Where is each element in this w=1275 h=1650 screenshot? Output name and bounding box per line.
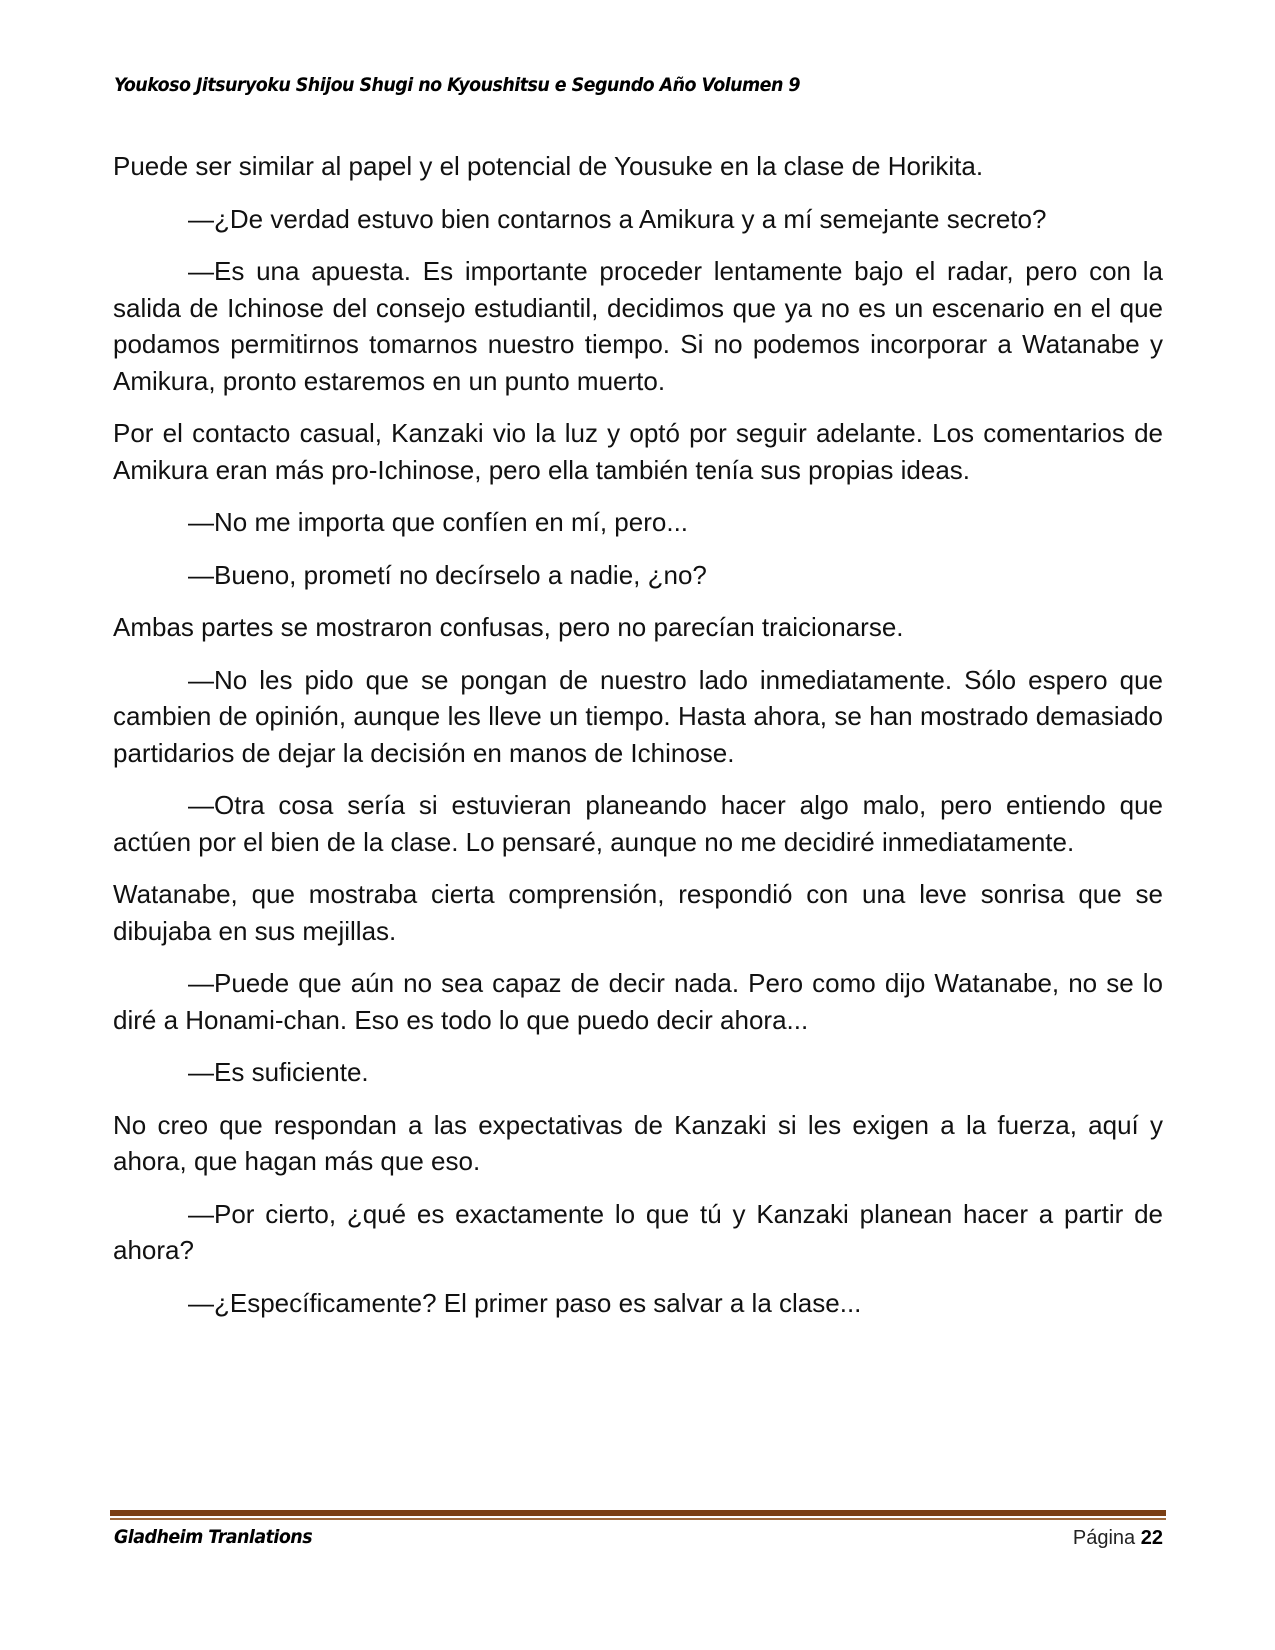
page-number xyxy=(1073,1527,1163,1550)
paragraph-dialogue: —¿Específicamente? El primer paso es salvar a la clase... xyxy=(188,1287,862,1318)
paragraph-dialogue: —Es una apuesta. Es importante proceder lentamente bajo el radar, pero con la salida de Ichinose del consejo estudiantil, decidimos que ya no es un escenario en el que podamos permitirnos tomarnos nuestro tiempo. Si no podemos incorporar a Watanabe y Amikura, pronto estaremos en un punto muerto. xyxy=(113,256,1163,396)
page-label: Página xyxy=(1072,1527,1136,1549)
paragraph-dialogue: —Por cierto, ¿qué es exactamente lo que tú y Kanzaki planean hacer a partir de ahora? xyxy=(113,1198,1163,1265)
paragraph-narration: Watanabe, que mostraba cierta comprensión, respondió con una leve sonrisa que se dibujaba en sus mejillas. xyxy=(113,879,1163,946)
paragraph-narration: Puede ser similar al papel y el potencial de Yousuke en la clase de Horikita. xyxy=(113,151,984,181)
page-number-value: 22 xyxy=(1140,1527,1163,1549)
paragraph-dialogue: —No les pido que se pongan de nuestro lado inmediatamente. Sólo espero que cambien de opinión, aunque les lleve un tiempo. Hasta ahora, se han mostrado demasiado partidarios de dejar la decisión en manos de Ichinose. xyxy=(113,664,1163,768)
paragraph-dialogue: —Otra cosa sería si estuvieran planeando hacer algo malo, pero entiendo que actúen por el bien de la clase. Lo pensaré, aunque no me decidiré inmediatamente. xyxy=(113,790,1163,857)
paragraph-dialogue: —Es suficiente. xyxy=(188,1057,369,1087)
footer-divider-thin xyxy=(110,1518,1166,1520)
paragraph-dialogue: —Bueno, prometí no decírselo a nadie, ¿no? xyxy=(188,559,707,590)
paragraph-dialogue: —No me importa que confíen en mí, pero... xyxy=(188,507,689,537)
footer-divider xyxy=(110,1510,1166,1520)
paragraph-narration: Por el contacto casual, Kanzaki vio la luz y optó por seguir adelante. Los comentarios de Amikura eran más pro-Ichinose, pero ella también tenía sus propias ideas. xyxy=(113,418,1163,485)
running-header: Youkoso Jitsuryoku Shijou Shugi no Kyoushitsu e Segundo Año Volumen 9 xyxy=(114,74,801,96)
page-body xyxy=(113,148,1163,1337)
paragraph-dialogue: —Puede que aún no sea capaz de decir nada. Pero como dijo Watanabe, no se lo diré a Honami-chan. Eso es todo lo que puedo decir ahora... xyxy=(113,968,1163,1035)
paragraph-dialogue: —¿De verdad estuvo bien contarnos a Amikura y a mí semejante secreto? xyxy=(188,203,1047,234)
paragraph-narration: No creo que respondan a las expectativas de Kanzaki si les exigen a la fuerza, aquí y ahora, que hagan más que eso. xyxy=(113,1109,1163,1176)
paragraph-narration: Ambas partes se mostraron confusas, pero no parecían traicionarse. xyxy=(113,612,904,642)
footer-credit: Gladheim Tranlations xyxy=(114,1526,313,1548)
